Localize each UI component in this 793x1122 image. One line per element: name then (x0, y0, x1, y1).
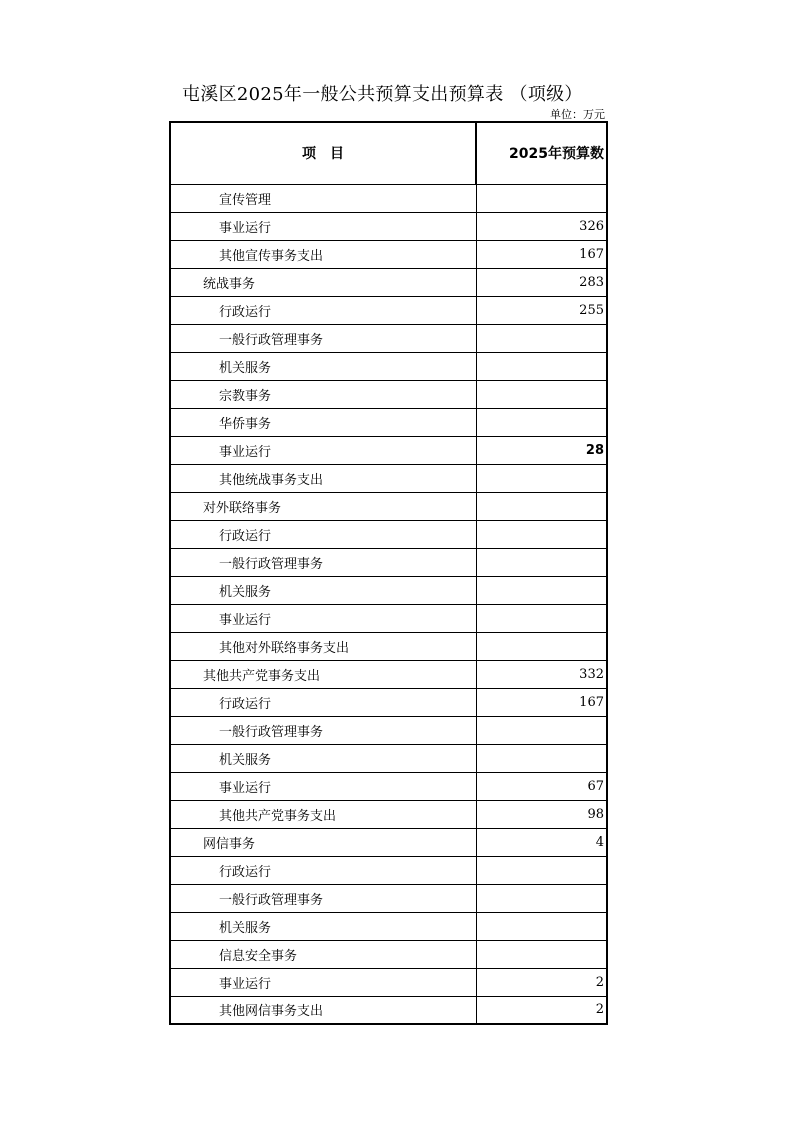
row-item-label: 华侨事务 (170, 408, 476, 436)
page-title: 屯溪区2025年一般公共预算支出预算表 （项级） (182, 84, 583, 105)
row-amount (476, 632, 607, 660)
table-row (170, 716, 607, 744)
table-row (170, 772, 607, 800)
table-row (170, 240, 607, 268)
row-amount (476, 604, 607, 632)
table-row (170, 856, 607, 884)
row-amount (476, 716, 607, 744)
row-item-label: 对外联络事务 (170, 492, 476, 520)
row-item-label: 其他网信事务支出 (170, 996, 476, 1024)
table-row (170, 604, 607, 632)
row-amount (476, 548, 607, 576)
row-amount: 2 (476, 968, 607, 996)
table-row (170, 296, 607, 324)
row-item-label: 机关服务 (170, 352, 476, 380)
row-item-label: 事业运行 (170, 212, 476, 240)
row-amount (476, 184, 607, 212)
row-item-label: 机关服务 (170, 576, 476, 604)
table-row (170, 268, 607, 296)
row-item-label: 宣传管理 (170, 184, 476, 212)
row-amount: 326 (476, 212, 607, 240)
row-item-label: 行政运行 (170, 520, 476, 548)
row-amount (476, 352, 607, 380)
row-amount (476, 744, 607, 772)
table-row (170, 912, 607, 940)
row-item-label: 一般行政管理事务 (170, 324, 476, 352)
table-row (170, 380, 607, 408)
table-row (170, 408, 607, 436)
row-item-label: 事业运行 (170, 968, 476, 996)
row-amount: 167 (476, 688, 607, 716)
column-header-amount: 2025年预算数 (476, 122, 607, 184)
row-item-label: 一般行政管理事务 (170, 884, 476, 912)
row-amount: 67 (476, 772, 607, 800)
row-amount (476, 884, 607, 912)
row-item-label: 一般行政管理事务 (170, 548, 476, 576)
row-item-label: 机关服务 (170, 912, 476, 940)
row-item-label: 其他统战事务支出 (170, 464, 476, 492)
row-amount (476, 408, 607, 436)
row-item-label: 其他宣传事务支出 (170, 240, 476, 268)
row-item-label: 事业运行 (170, 436, 476, 464)
row-amount (476, 912, 607, 940)
row-amount: 2 (476, 996, 607, 1024)
row-item-label: 统战事务 (170, 268, 476, 296)
row-amount: 167 (476, 240, 607, 268)
table-row (170, 464, 607, 492)
table-row (170, 688, 607, 716)
table-row (170, 744, 607, 772)
row-amount (476, 464, 607, 492)
row-item-label: 行政运行 (170, 688, 476, 716)
unit-label: 单位：万元 (550, 108, 605, 121)
row-amount (476, 940, 607, 968)
table-header-row (170, 122, 607, 184)
row-item-label: 其他对外联络事务支出 (170, 632, 476, 660)
table-row (170, 184, 607, 212)
table-body (170, 184, 607, 1024)
row-item-label: 行政运行 (170, 856, 476, 884)
table-row (170, 576, 607, 604)
row-item-label: 机关服务 (170, 744, 476, 772)
row-amount: 4 (476, 828, 607, 856)
row-item-label: 其他共产党事务支出 (170, 660, 476, 688)
row-amount (476, 856, 607, 884)
table-row (170, 660, 607, 688)
table-row (170, 996, 607, 1024)
row-item-label: 行政运行 (170, 296, 476, 324)
row-amount: 255 (476, 296, 607, 324)
table-row (170, 940, 607, 968)
table-row (170, 436, 607, 464)
row-item-label: 信息安全事务 (170, 940, 476, 968)
row-amount (476, 492, 607, 520)
row-item-label: 一般行政管理事务 (170, 716, 476, 744)
row-amount (476, 324, 607, 352)
column-header-item: 项 目 (170, 122, 476, 184)
row-amount: 283 (476, 268, 607, 296)
row-amount (476, 380, 607, 408)
table-row (170, 884, 607, 912)
row-amount (476, 576, 607, 604)
row-amount: 28 (476, 436, 607, 464)
table-row (170, 492, 607, 520)
row-item-label: 事业运行 (170, 772, 476, 800)
row-item-label: 宗教事务 (170, 380, 476, 408)
table-row (170, 352, 607, 380)
row-amount (476, 520, 607, 548)
row-item-label: 其他共产党事务支出 (170, 800, 476, 828)
table-row (170, 828, 607, 856)
table-row (170, 800, 607, 828)
table-row (170, 324, 607, 352)
row-item-label: 网信事务 (170, 828, 476, 856)
row-amount: 332 (476, 660, 607, 688)
table-row (170, 968, 607, 996)
table-row (170, 212, 607, 240)
table-row (170, 632, 607, 660)
row-item-label: 事业运行 (170, 604, 476, 632)
table-row (170, 520, 607, 548)
row-amount: 98 (476, 800, 607, 828)
budget-table (169, 121, 608, 1025)
table-row (170, 548, 607, 576)
